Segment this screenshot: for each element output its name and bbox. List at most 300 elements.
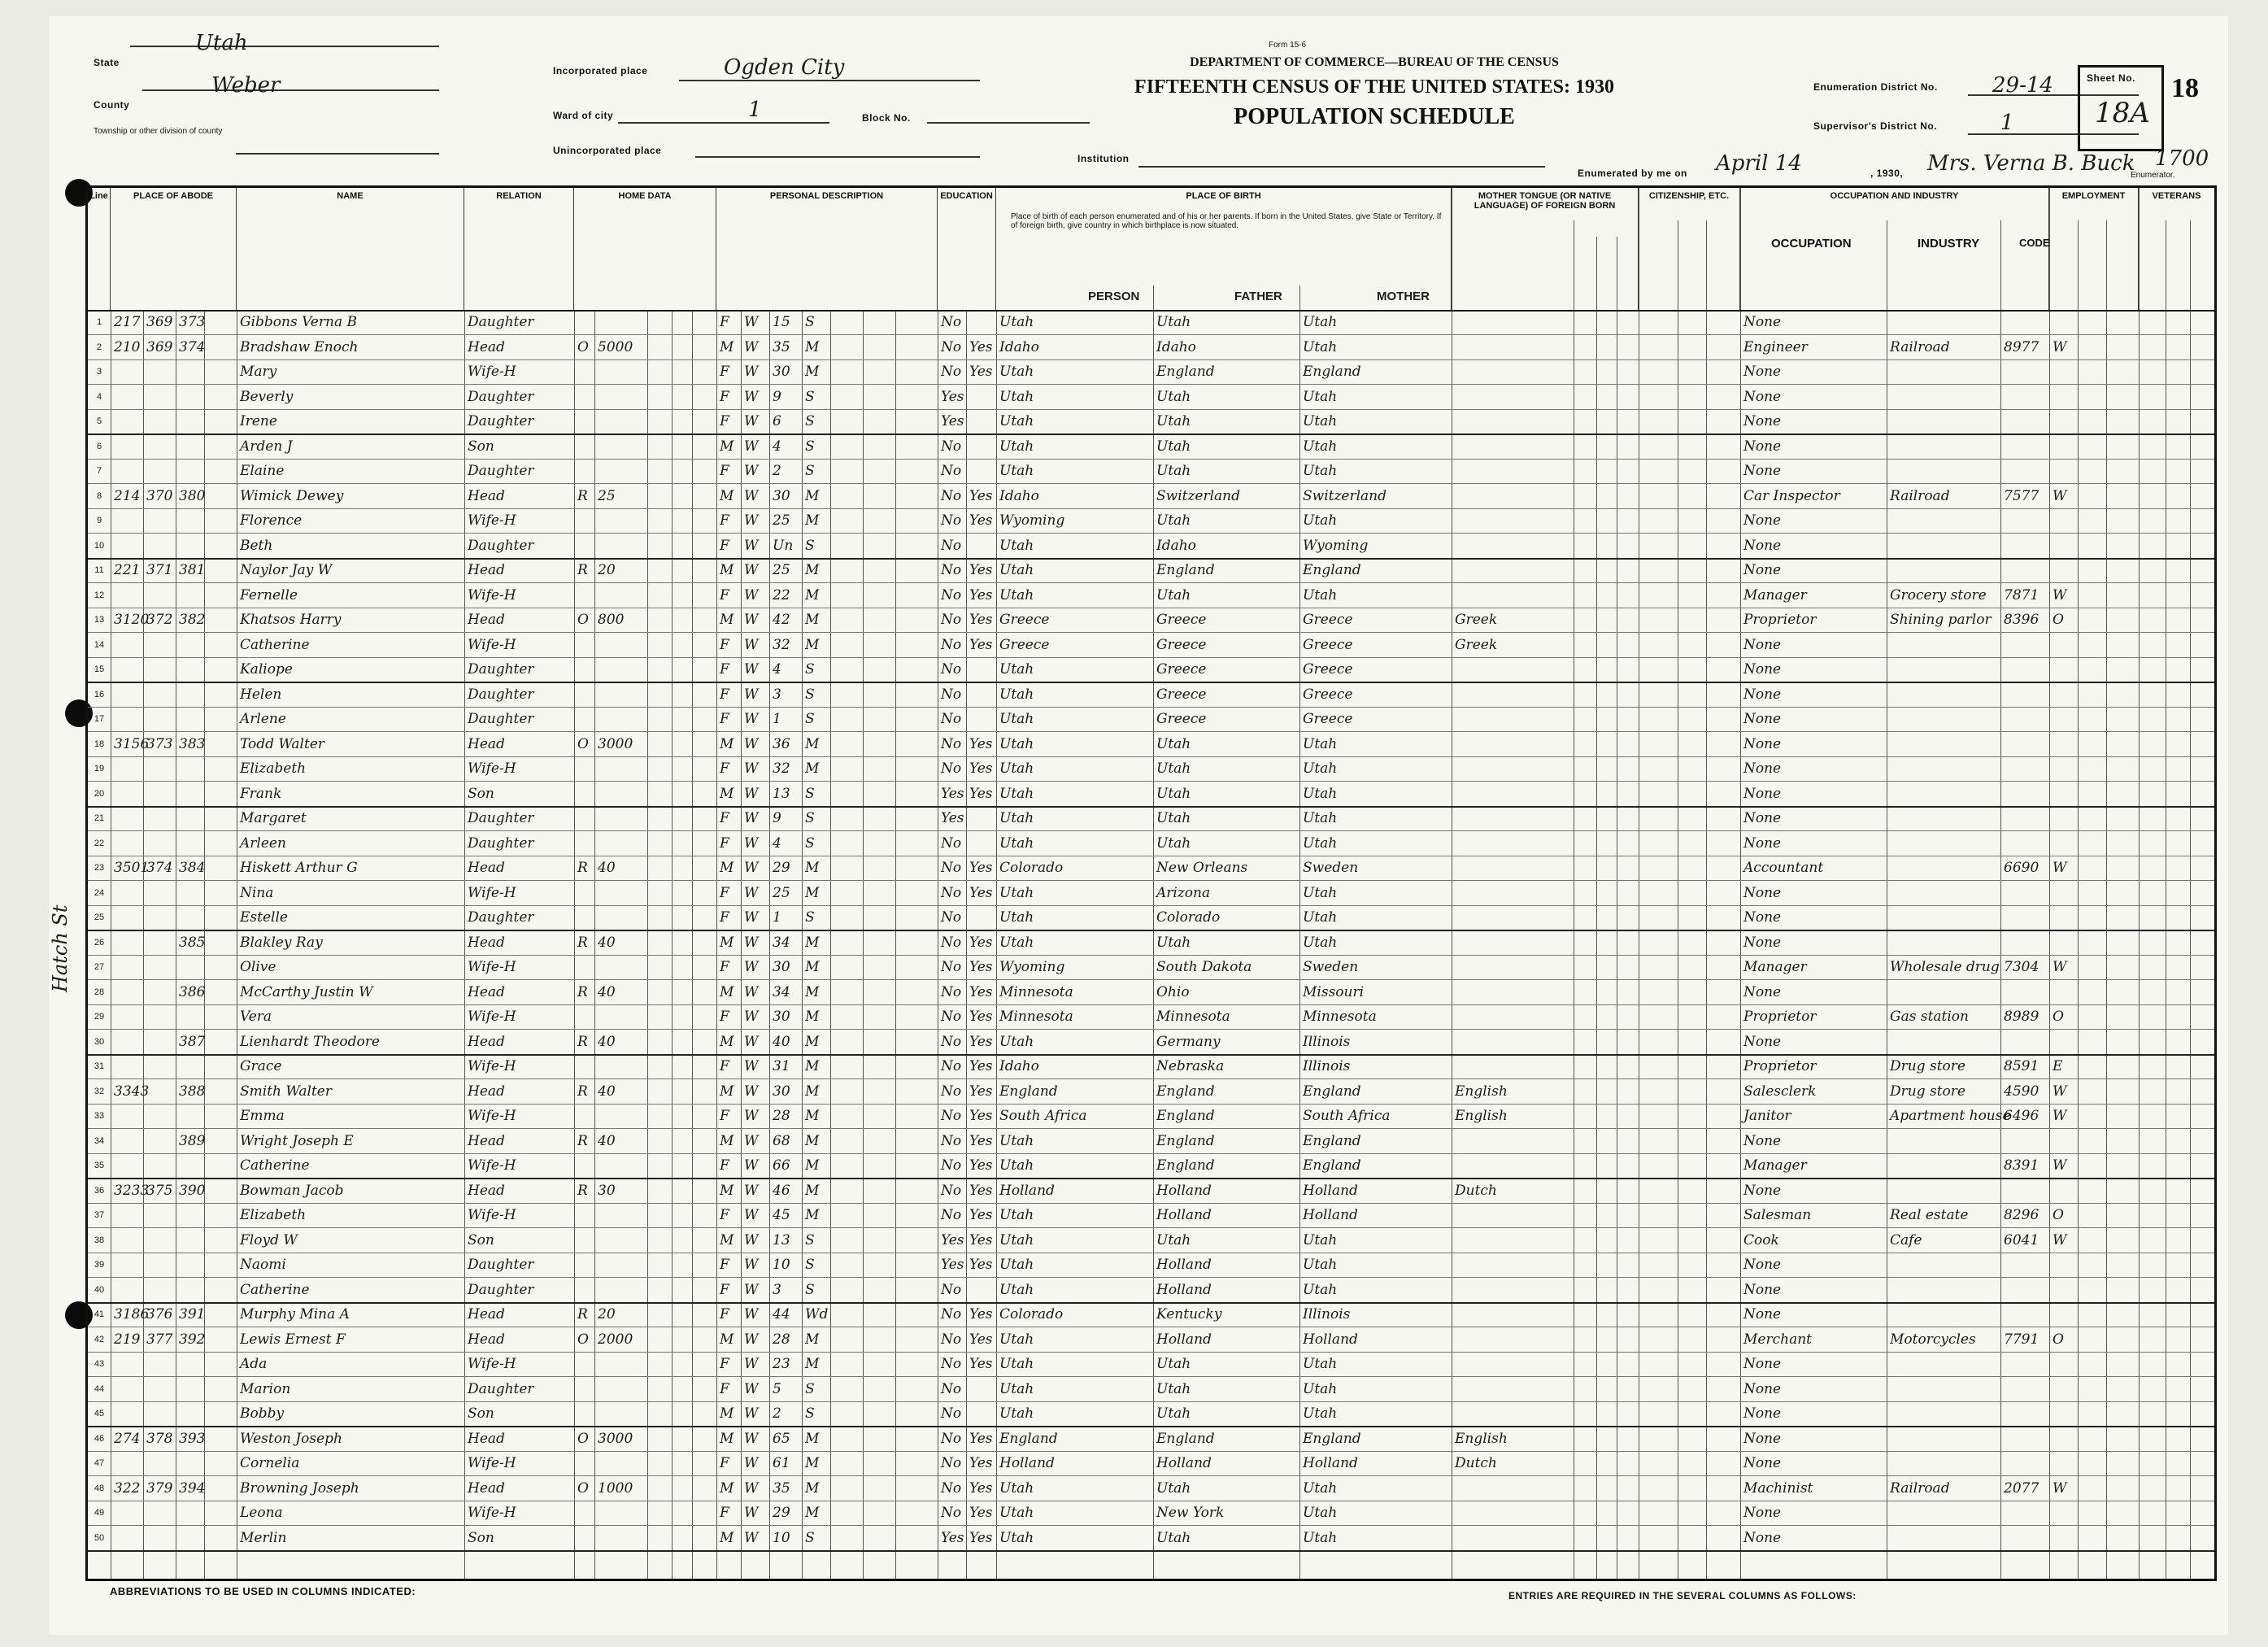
relation: Wife-H	[468, 1009, 516, 1025]
marital-status: S	[805, 1257, 815, 1273]
home-value	[594, 1377, 647, 1401]
line-number: 33	[94, 1111, 105, 1121]
street-number	[111, 782, 143, 806]
table-row	[88, 1054, 2214, 1079]
class-of-worker	[2049, 657, 2078, 682]
home-owned	[574, 1104, 594, 1128]
family-number	[176, 756, 204, 781]
relation: Daughter	[468, 1281, 534, 1298]
can-read-write: Yes	[969, 1132, 993, 1149]
school-attended: No	[941, 1132, 962, 1149]
entries-note: ENTRIES ARE REQUIRED IN THE SEVERAL COLUMNS AS FOLLOWS:	[1508, 1590, 1857, 1601]
occupation: None	[1743, 884, 1782, 901]
occupation-code: 8296	[2004, 1207, 2039, 1223]
occupation: None	[1743, 785, 1782, 802]
unincorporated-place-label: Unincorporated place	[553, 145, 662, 156]
street-number	[111, 385, 143, 409]
dwelling-number	[143, 1228, 176, 1253]
schedule-title: POPULATION SCHEDULE	[1234, 104, 1515, 129]
marital-status: S	[805, 413, 815, 429]
occupation-code: 6041	[2004, 1231, 2039, 1248]
birthplace-father: Greece	[1156, 636, 1207, 653]
birthplace-mother: Utah	[1303, 735, 1338, 752]
birthplace-father: Colorado	[1156, 909, 1221, 926]
industry	[1887, 881, 2000, 905]
block-label: Block No.	[862, 112, 911, 124]
school-attended: No	[941, 1405, 962, 1422]
school-attended: No	[941, 983, 962, 1000]
age: 35	[773, 1479, 790, 1497]
occupation: None	[1743, 1505, 1782, 1521]
race: W	[744, 338, 759, 355]
marital-status: S	[805, 686, 815, 703]
occupation: Proprietor	[1743, 1009, 1817, 1025]
occupation: Engineer	[1743, 338, 1808, 355]
table-row	[88, 930, 2214, 956]
home-owned	[574, 657, 594, 682]
street-number	[111, 1054, 143, 1078]
race: W	[744, 612, 759, 628]
birthplace-person: Utah	[999, 735, 1034, 752]
age: 61	[773, 1455, 790, 1471]
birthplace-person: Utah	[999, 1231, 1034, 1248]
occupation: None	[1743, 1405, 1782, 1422]
person-name: Weston Joseph	[240, 1430, 342, 1447]
home-owned: R	[577, 1182, 588, 1199]
county-value: Weber	[211, 73, 281, 98]
person-name: Floyd W	[240, 1231, 298, 1248]
occupation-code	[2000, 732, 2049, 756]
race: W	[744, 1108, 759, 1124]
school-attended: No	[941, 1505, 962, 1521]
home-value	[594, 1253, 647, 1277]
occupation: Proprietor	[1743, 1058, 1817, 1074]
industry	[1887, 1253, 2000, 1277]
age: 15	[773, 314, 790, 330]
family-number	[176, 434, 204, 459]
occupation: Manager	[1743, 959, 1807, 975]
marital-status: M	[805, 364, 820, 380]
table-row	[88, 409, 2214, 435]
family-number	[176, 1451, 204, 1475]
table-row	[88, 806, 2214, 831]
line-number: 43	[94, 1359, 105, 1369]
family-number: 374	[179, 338, 206, 355]
col-header-occupation: OCCUPATION AND INDUSTRY	[1740, 188, 2049, 310]
sex: F	[720, 463, 729, 479]
class-of-worker	[2049, 732, 2078, 756]
table-row	[88, 682, 2214, 708]
birthplace-mother: Utah	[1303, 512, 1338, 529]
birthplace-person: Greece	[999, 636, 1050, 653]
mother-tongue	[1452, 385, 1574, 409]
home-owned: R	[577, 487, 588, 504]
home-owned: O	[577, 1479, 589, 1497]
marital-status: M	[805, 1479, 820, 1497]
home-value: 40	[598, 1132, 616, 1149]
birthplace-person: Utah	[999, 1281, 1034, 1298]
birthplace-person: Utah	[999, 1331, 1034, 1348]
street-number	[111, 905, 143, 930]
street-number: 3343	[114, 1083, 150, 1100]
street-number	[111, 1129, 143, 1153]
person-name: Vera	[240, 1009, 272, 1025]
marital-status: M	[805, 860, 820, 876]
dwelling-number	[143, 1278, 176, 1302]
person-name: Grace	[240, 1058, 282, 1074]
relation: Head	[468, 1430, 505, 1447]
can-read-write	[966, 1377, 996, 1401]
race: W	[744, 711, 759, 727]
township-label: Township or other division of county	[94, 127, 223, 136]
mother-tongue	[1452, 583, 1574, 608]
industry	[1887, 1401, 2000, 1426]
street-number: 3120	[114, 612, 150, 628]
person-name: Marion	[240, 1380, 291, 1397]
birthplace-mother: Sweden	[1303, 959, 1359, 975]
birthplace-father: Greece	[1156, 686, 1207, 703]
dwelling-number	[143, 782, 176, 806]
age: 25	[773, 512, 790, 529]
line-number: 39	[94, 1260, 105, 1270]
line-number: 25	[94, 913, 105, 922]
occupation-code: 2077	[2004, 1479, 2039, 1497]
birthplace-mother: Holland	[1303, 1207, 1358, 1223]
race: W	[744, 686, 759, 703]
home-owned: R	[577, 860, 588, 876]
occupation-code	[2000, 1451, 2049, 1475]
sheet-value: 18A	[2095, 97, 2150, 129]
place-of-birth-instructions: Place of birth of each person enumerated and of his or her parents. If born in the United States, give State or Territory. If of foreign birth, give country in which birthplace is now situated.	[1011, 212, 1442, 230]
birthplace-father: Utah	[1156, 934, 1191, 951]
table-row	[88, 1401, 2214, 1427]
occupation: None	[1743, 364, 1782, 380]
race: W	[744, 1505, 759, 1521]
street-number	[111, 534, 143, 558]
dwelling-number	[143, 1401, 176, 1426]
person-name: Beth	[240, 537, 273, 554]
home-value	[594, 782, 647, 806]
ward-value: 1	[748, 98, 762, 122]
class-of-worker	[2049, 558, 2078, 582]
occupation-code	[2000, 1501, 2049, 1525]
occupation: None	[1743, 1356, 1782, 1372]
home-value	[594, 756, 647, 781]
age: 23	[773, 1356, 790, 1372]
industry	[1887, 1129, 2000, 1153]
family-number	[176, 1501, 204, 1525]
line-number: 22	[94, 838, 105, 848]
line-number: 30	[94, 1036, 105, 1047]
birthplace-mother: Illinois	[1303, 1058, 1351, 1074]
industry	[1887, 409, 2000, 434]
sex: M	[720, 1231, 734, 1248]
sex: F	[720, 760, 729, 777]
occupation: None	[1743, 661, 1782, 678]
birthplace-person: Wyoming	[999, 512, 1065, 529]
relation: Head	[468, 860, 505, 876]
table-row	[88, 335, 2214, 360]
year-suffix: , 1930,	[1870, 168, 1904, 179]
age: 13	[773, 1231, 790, 1248]
occupation: Accountant	[1743, 860, 1824, 876]
sex: F	[720, 959, 729, 975]
can-read-write	[966, 707, 996, 731]
line-number: 35	[94, 1161, 105, 1170]
person-name: Catherine	[240, 1281, 310, 1298]
school-attended: Yes	[941, 1231, 964, 1248]
class-of-worker	[2049, 1352, 2078, 1376]
subhdr-mother: MOTHER	[1377, 290, 1430, 303]
mother-tongue	[1452, 881, 1574, 905]
race: W	[744, 1083, 759, 1100]
home-value	[594, 583, 647, 608]
birthplace-person: Utah	[999, 388, 1034, 405]
table-row	[88, 484, 2214, 509]
birthplace-mother: Utah	[1303, 834, 1338, 852]
family-number	[176, 1004, 204, 1029]
race: W	[744, 1306, 759, 1322]
industry	[1887, 459, 2000, 483]
population-table	[85, 185, 2217, 1581]
birthplace-mother: Utah	[1303, 1356, 1338, 1372]
birthplace-father: Greece	[1156, 661, 1207, 678]
marital-status: M	[805, 1356, 820, 1372]
table-row	[88, 608, 2214, 633]
race: W	[744, 636, 759, 653]
can-read-write	[966, 434, 996, 459]
relation: Wife-H	[468, 1505, 516, 1521]
can-read-write	[966, 682, 996, 707]
relation: Son	[468, 1231, 494, 1248]
line-number: 10	[94, 540, 105, 551]
line-number: 14	[94, 639, 105, 650]
table-row	[88, 732, 2214, 757]
age: 4	[773, 438, 781, 455]
industry	[1887, 534, 2000, 558]
table-row	[88, 1079, 2214, 1105]
occupation: None	[1743, 1529, 1782, 1546]
sex: F	[720, 884, 729, 901]
subhdr-code: CODE	[2019, 237, 2050, 249]
person-name: Catherine	[240, 636, 310, 653]
sex: F	[720, 636, 729, 653]
dwelling-number	[143, 1153, 176, 1178]
family-number: 385	[179, 934, 206, 951]
family-number: 391	[179, 1306, 206, 1322]
person-name: Olive	[240, 959, 276, 975]
mother-tongue	[1452, 1526, 1574, 1550]
subhdr-industry: INDUSTRY	[1918, 237, 1980, 251]
birthplace-father: England	[1156, 562, 1215, 578]
industry: Cafe	[1890, 1231, 1922, 1248]
person-name: Blakley Ray	[240, 934, 323, 951]
class-of-worker	[2049, 806, 2078, 830]
birthplace-father: England	[1156, 364, 1215, 380]
home-owned	[574, 1501, 594, 1525]
dwelling-number: 369	[146, 314, 173, 330]
birthplace-father: Holland	[1156, 1207, 1212, 1223]
industry	[1887, 782, 2000, 806]
birthplace-mother: Holland	[1303, 1182, 1358, 1199]
marital-status: M	[805, 1132, 820, 1149]
school-attended: No	[941, 1033, 962, 1050]
sex: M	[720, 1529, 734, 1546]
race: W	[744, 413, 759, 429]
mother-tongue	[1452, 756, 1574, 781]
can-read-write: Yes	[969, 1033, 993, 1050]
table-row	[88, 1278, 2214, 1304]
can-read-write: Yes	[969, 735, 993, 752]
home-owned	[574, 359, 594, 384]
relation: Head	[468, 338, 505, 355]
sex: F	[720, 364, 729, 380]
school-attended: No	[941, 1306, 962, 1322]
school-attended: No	[941, 562, 962, 578]
footer	[85, 1582, 2212, 1631]
mother-tongue: English	[1455, 1430, 1508, 1447]
home-value: 40	[598, 860, 616, 876]
family-number	[176, 1203, 204, 1227]
home-owned	[574, 1054, 594, 1078]
birthplace-person: Idaho	[999, 1058, 1039, 1074]
relation: Wife-H	[468, 1058, 516, 1074]
birthplace-mother: Greece	[1303, 686, 1353, 703]
mother-tongue	[1452, 1327, 1574, 1352]
birthplace-person: Utah	[999, 1505, 1034, 1521]
sex: F	[720, 1455, 729, 1471]
state-label: State	[94, 57, 120, 68]
sex: F	[720, 1058, 729, 1074]
street-number: 210	[114, 338, 141, 355]
street-number	[111, 1526, 143, 1550]
birthplace-person: Utah	[999, 1207, 1034, 1223]
occupation: Car Inspector	[1743, 487, 1840, 504]
occupation-code	[2000, 1253, 2049, 1277]
dwelling-number	[143, 1451, 176, 1475]
school-attended: No	[941, 860, 962, 876]
occupation: None	[1743, 1182, 1782, 1199]
school-attended: No	[941, 314, 962, 330]
mother-tongue	[1452, 782, 1574, 806]
table-row	[88, 359, 2214, 385]
birthplace-person: Utah	[999, 1033, 1034, 1050]
line-number: 16	[94, 689, 105, 699]
class-of-worker	[2049, 1526, 2078, 1550]
mother-tongue	[1452, 955, 1574, 979]
family-number: 387	[179, 1033, 206, 1050]
family-number: 388	[179, 1083, 206, 1100]
sex: M	[720, 562, 734, 578]
class-of-worker	[2049, 1377, 2078, 1401]
street-number: 322	[114, 1479, 141, 1497]
class-of-worker	[2049, 459, 2078, 483]
dwelling-number	[143, 1129, 176, 1153]
birthplace-mother: England	[1303, 1157, 1361, 1174]
form-number: Form 15-6	[1269, 41, 1307, 50]
home-owned: O	[577, 1430, 589, 1447]
occupation: None	[1743, 1132, 1782, 1149]
marital-status: S	[805, 785, 815, 802]
can-read-write: Yes	[969, 1455, 993, 1471]
sex: M	[720, 612, 734, 628]
enumerator-label: Enumerator.	[2131, 171, 2175, 180]
marital-status: M	[805, 1009, 820, 1025]
class-of-worker	[2049, 881, 2078, 905]
birthplace-mother: Utah	[1303, 934, 1338, 951]
can-read-write	[966, 831, 996, 856]
person-name: Murphy Mina A	[240, 1306, 350, 1322]
marital-status: M	[805, 884, 820, 901]
person-name: McCarthy Justin W	[240, 983, 373, 1000]
home-value	[594, 385, 647, 409]
marital-status: M	[805, 1083, 820, 1100]
person-name: Bradshaw Enoch	[240, 338, 359, 355]
age: 2	[773, 1405, 781, 1422]
home-owned	[574, 1377, 594, 1401]
industry	[1887, 1427, 2000, 1451]
birthplace-father: Utah	[1156, 1231, 1191, 1248]
birthplace-person: Utah	[999, 686, 1034, 703]
marital-status: M	[805, 760, 820, 777]
home-owned: R	[577, 1132, 588, 1149]
race: W	[744, 537, 759, 554]
street-number: 3186	[114, 1306, 150, 1322]
home-owned	[574, 1526, 594, 1550]
home-value: 40	[598, 1083, 616, 1100]
col-header-employment: EMPLOYMENT	[2049, 188, 2139, 310]
mother-tongue: English	[1455, 1108, 1508, 1124]
birthplace-person: Utah	[999, 1257, 1034, 1273]
class-of-worker	[2049, 1179, 2078, 1203]
birthplace-person: Utah	[999, 810, 1034, 826]
dwelling-number	[143, 534, 176, 558]
can-read-write: Yes	[969, 1505, 993, 1521]
school-attended: No	[941, 364, 962, 380]
table-row	[88, 1501, 2214, 1526]
home-value	[594, 508, 647, 533]
home-owned	[574, 583, 594, 608]
home-owned	[574, 782, 594, 806]
relation: Daughter	[468, 686, 534, 703]
mother-tongue	[1452, 359, 1574, 384]
race: W	[744, 1405, 759, 1422]
line-number: 1	[96, 317, 102, 327]
home-value	[594, 1004, 647, 1029]
school-attended: Yes	[941, 810, 964, 826]
table-row	[88, 1253, 2214, 1278]
mother-tongue	[1452, 732, 1574, 756]
home-owned	[574, 806, 594, 830]
ward-label: Ward of city	[553, 110, 614, 121]
table-row	[88, 633, 2214, 658]
family-number	[176, 385, 204, 409]
birthplace-person: Utah	[999, 562, 1034, 578]
race: W	[744, 760, 759, 777]
school-attended: No	[941, 612, 962, 628]
birthplace-mother: Utah	[1303, 586, 1338, 603]
marital-status: M	[805, 934, 820, 951]
street-number	[111, 1451, 143, 1475]
age: 4	[773, 834, 781, 852]
birthplace-person: Utah	[999, 1529, 1034, 1546]
school-attended: No	[941, 686, 962, 703]
street-number: 219	[114, 1331, 141, 1348]
department: DEPARTMENT OF COMMERCE—BUREAU OF THE CENSUS	[1190, 55, 1559, 69]
occupation: None	[1743, 1455, 1782, 1471]
mother-tongue	[1452, 1129, 1574, 1153]
street-number	[111, 1401, 143, 1426]
